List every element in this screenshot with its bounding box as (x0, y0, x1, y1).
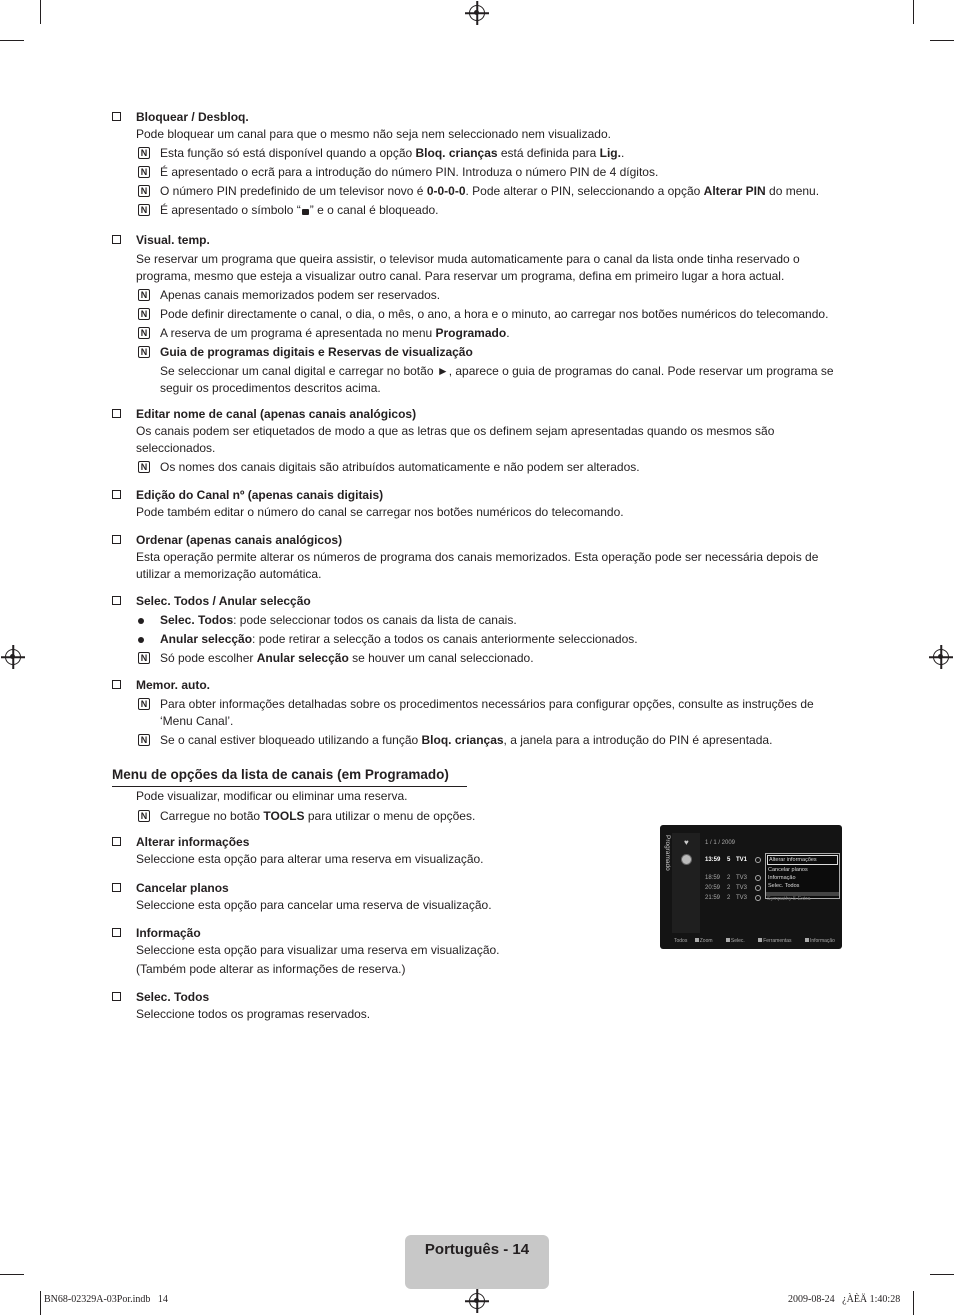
section-heading: Visual. temp. (136, 233, 210, 247)
section-heading: Bloquear / Desbloq. (136, 110, 249, 124)
tv-schedule-row: 21:59 2 TV3 (705, 894, 765, 904)
square-bullet-icon (112, 596, 121, 605)
note: N Carregue no botão TOOLS para utilizar o menu de opções. (136, 808, 632, 825)
section-heading: Ordenar (apenas canais analógicos) (136, 533, 343, 547)
section-paragraph: Seleccione esta opção para cancelar uma reserva de visualização. (136, 898, 492, 912)
clock-icon (755, 895, 761, 901)
round-bullet-icon (138, 637, 144, 643)
section-selec-todos (112, 593, 842, 667)
clock-icon (755, 875, 761, 881)
square-bullet-icon (112, 535, 121, 544)
square-bullet-icon (112, 883, 121, 892)
menu-item-selec-todos (112, 989, 632, 1023)
section-paragraph: Pode visualizar, modificar ou eliminar uma reserva. (136, 789, 408, 803)
square-bullet-icon (112, 837, 121, 846)
section-heading: Selec. Todos (136, 990, 210, 1004)
note: N Pode definir directamente o canal, o dia, o mês, o ano, a hora e o minuto, ao carregar nos botões numéricos do telecomando. (136, 306, 842, 323)
tools-icon (758, 938, 762, 942)
note-icon: N (138, 734, 150, 746)
note-icon: N (138, 698, 150, 710)
crop-mark (40, 0, 41, 24)
note-icon: N (138, 652, 150, 664)
tv-sidebar (672, 833, 700, 933)
bullet-item: Selec. Todos: pode seleccionar todos os canais da lista de canais. (136, 612, 842, 629)
menu-section-intro (112, 788, 632, 825)
clock-icon (681, 854, 692, 865)
button-icon (695, 938, 699, 942)
note: N Se o canal estiver bloqueado utilizando a função Bloq. crianças, a janela para a introdução do PIN é apresentada. (136, 732, 842, 749)
tv-ghost-text: Sympathy 5 Extra (767, 896, 811, 902)
tv-screen-image (660, 825, 842, 949)
square-bullet-icon (112, 992, 121, 1001)
section-paragraph: Seleccione todos os programas reservados. (136, 1007, 371, 1021)
crop-mark (913, 0, 914, 24)
section-ordenar (112, 532, 842, 583)
section-heading: Memor. auto. (136, 678, 211, 692)
note: N Só pode escolher Anular selecção se houver um canal seleccionado. (136, 650, 842, 667)
section-heading: Alterar informações (136, 835, 250, 849)
section-paragraph: (Também pode alterar as informações de reserva.) (136, 962, 406, 976)
info-icon (805, 938, 809, 942)
note-icon: N (138, 204, 150, 216)
clock-icon (755, 857, 761, 863)
menu-item-cancelar (112, 880, 632, 914)
section-memor-auto (112, 677, 842, 749)
square-bullet-icon (112, 235, 121, 244)
tv-footer: Todos Zoom Selec. Ferramentas Informação (674, 938, 835, 944)
menu-item-informacao (112, 925, 632, 978)
section-paragraph: Esta operação permite alterar os números de programa dos canais memorizados. Esta operação pode ser necessária depois de utilizar a memorização automática. (136, 550, 819, 581)
square-bullet-icon (112, 409, 121, 418)
tv-side-label: Programado (664, 835, 671, 871)
section-heading: Editar nome de canal (apenas canais analógicos) (136, 407, 417, 421)
note: N A reserva de um programa é apresentada no menu Programado. (136, 325, 842, 342)
tv-schedule-row: 13:59 5 TV1 (705, 856, 765, 866)
page-number: Português - 14 (424, 1241, 530, 1258)
tv-popup-item[interactable]: Cancelar planos (768, 867, 808, 873)
section-paragraph: Seleccione esta opção para alterar uma reserva em visualização. (136, 852, 484, 866)
section-title: Menu de opções da lista de canais (em Programado) (112, 766, 467, 787)
note-icon: N (138, 185, 150, 197)
square-bullet-icon (112, 112, 121, 121)
section-paragraph: Se reservar um programa que queira assistir, o televisor muda automaticamente para o canal da lista onde tinha reservado o programa, mesmo que esteja a visualizar outro canal. Para reservar um programa, defina em primeiro lugar a hora actual. (136, 252, 800, 283)
section-paragraph: Pode bloquear um canal para que o mesmo não seja nem seleccionado nem visualizado. (136, 127, 611, 141)
section-bloquear (112, 109, 842, 219)
registration-mark-icon (933, 649, 949, 665)
section-heading: Informação (136, 926, 201, 940)
note-icon: N (138, 166, 150, 178)
note-icon: N (138, 308, 150, 320)
crop-mark (0, 1274, 24, 1275)
crop-mark (930, 1274, 954, 1275)
section-visual-temp (112, 232, 842, 397)
print-datetime: 2009-08-24 ¿ÀÈÄ 1:40:28 (788, 1294, 901, 1305)
section-paragraph: Os canais podem ser etiquetados de modo a que as letras que os definem sejam apresentadas quando os mesmos são seleccionados. (136, 424, 775, 455)
note: N Apenas canais memorizados podem ser reservados. (136, 287, 842, 304)
guide-text: Se seleccionar um canal digital e carregar no botão ►, aparece o guia de programas do canal. Pode reservar um programa se seguir os procedimentos descritos acima. (160, 364, 834, 395)
section-paragraph: Seleccione esta opção para visualizar uma reserva em visualização. (136, 943, 500, 957)
tv-popup-item[interactable]: Selec. Todos (768, 883, 800, 889)
menu-item-alterar (112, 834, 632, 868)
print-file-info: BN68-02329A-03Por.indb 14 (44, 1294, 168, 1305)
note-icon: N (138, 346, 150, 358)
lock-icon (302, 209, 309, 215)
registration-mark-icon (469, 1293, 485, 1309)
square-bullet-icon (112, 680, 121, 689)
note: N Os nomes dos canais digitais são atribuídos automaticamente e não podem ser alterados. (136, 459, 842, 476)
round-bullet-icon (138, 618, 144, 624)
section-paragraph: Pode também editar o número do canal se carregar nos botões numéricos do telecomando. (136, 505, 624, 519)
note: N Esta função só está disponível quando a opção Bloq. crianças está definida para Lig.. (136, 145, 842, 162)
clock-icon (755, 885, 761, 891)
registration-mark-icon (469, 5, 485, 21)
page-number-tab (405, 1235, 549, 1289)
tv-schedule-row: 20:59 2 TV3 (705, 884, 765, 894)
note-icon: N (138, 810, 150, 822)
section-heading: Cancelar planos (136, 881, 229, 895)
tv-popup-item[interactable]: Informação (768, 875, 796, 881)
square-bullet-icon (112, 490, 121, 499)
note: N Guia de programas digitais e Reservas de visualização Se seleccionar um canal digital e carregar no botão ►, aparece o guia de programas do canal. Pode reservar um programa se seguir os procedimentos descritos acima. (136, 344, 842, 397)
note: N É apresentado o símbolo “ ” e o canal é bloqueado. (136, 202, 842, 219)
note: N Para obter informações detalhadas sobre os procedimentos necessários para configurar opções, consulte as instruções de ‘Menu Canal’. (136, 696, 842, 730)
tv-schedule-row: 18:59 2 TV3 (705, 874, 765, 884)
note: N O número PIN predefinido de um televisor novo é 0-0-0-0. Pode alterar o PIN, seleccionando a opção Alterar PIN do menu. (136, 183, 842, 200)
note-icon: N (138, 289, 150, 301)
note: N É apresentado o ecrã para a introdução do número PIN. Introduza o número PIN de 4 dígitos. (136, 164, 842, 181)
tv-date: 1 / 1 / 2009 (705, 840, 736, 846)
registration-mark-icon (5, 649, 21, 665)
section-heading: Selec. Todos / Anular selecção (136, 594, 311, 608)
tv-popup-item[interactable]: Alterar informações (767, 855, 838, 865)
crop-mark (930, 40, 954, 41)
note-icon: N (138, 461, 150, 473)
crop-mark (0, 40, 24, 41)
heart-icon: ♥ (684, 838, 689, 847)
tv-options-popup (765, 853, 840, 899)
crop-mark (913, 1291, 914, 1315)
note-icon: N (138, 147, 150, 159)
square-bullet-icon (112, 928, 121, 937)
bullet-item: Anular selecção: pode retirar a selecção a todos os canais anteriormente seleccionados. (136, 631, 842, 648)
note-icon: N (138, 327, 150, 339)
button-icon (726, 938, 730, 942)
section-editar-nome (112, 406, 842, 476)
section-heading: Edição do Canal nº (apenas canais digitais) (136, 488, 384, 502)
section-edicao-canal (112, 487, 842, 521)
crop-mark (40, 1291, 41, 1315)
